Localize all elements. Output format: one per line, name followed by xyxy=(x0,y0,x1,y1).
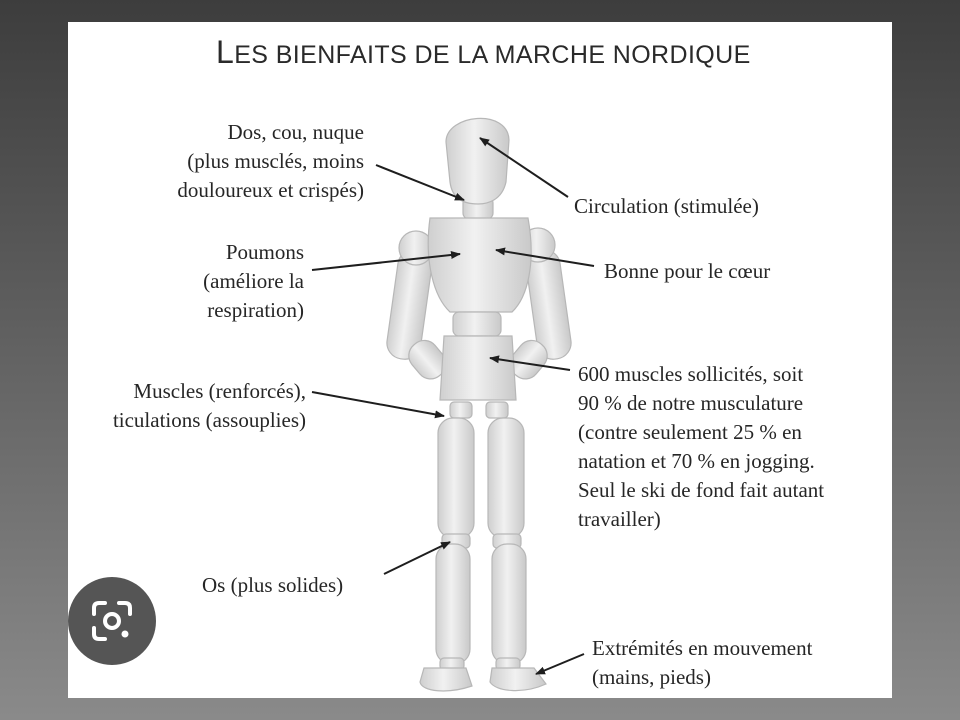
left-thigh xyxy=(438,418,474,538)
title-initial: L xyxy=(216,34,235,70)
right-foot xyxy=(490,668,546,691)
right-hip-joint xyxy=(486,402,508,418)
pelvis xyxy=(440,336,516,400)
label-os: Os (plus solides) xyxy=(202,573,344,597)
chest xyxy=(428,218,531,312)
left-shin xyxy=(436,544,470,664)
slide xyxy=(68,22,892,698)
label-dos-cou-nuque: Dos, cou, nuque (plus musclés, moins douloureux et crispés) xyxy=(177,120,364,202)
label-600-muscles: 600 muscles sollicités, soit 90 % de notre musculature (contre seulement 25 % en natation et 70 % en jogging. Seul le ski de fond fait autant travailler) xyxy=(578,362,825,531)
mannequin xyxy=(385,118,573,691)
arrow-muscles xyxy=(312,392,444,416)
google-lens-button[interactable] xyxy=(68,577,156,665)
right-shin xyxy=(492,544,526,664)
label-poumons: Poumons (améliore la respiration) xyxy=(203,240,304,322)
google-lens-icon xyxy=(90,599,134,643)
title-rest: ES BIENFAITS DE LA MARCHE NORDIQUE xyxy=(234,41,751,69)
label-circulation: Circulation (stimulée) xyxy=(574,194,759,218)
label-muscles-articulations: Muscles (renforcés), ticulations (assouplies) xyxy=(112,379,306,432)
left-hip-joint xyxy=(450,402,472,418)
label-coeur: Bonne pour le cœur xyxy=(604,259,771,283)
waist xyxy=(453,312,501,336)
page-title xyxy=(216,34,751,71)
right-thigh xyxy=(488,418,524,538)
left-foot xyxy=(420,668,472,691)
arrow-extremites xyxy=(536,654,584,674)
head xyxy=(446,118,509,204)
label-extremites: Extrémités en mouvement (mains, pieds) xyxy=(592,636,813,689)
